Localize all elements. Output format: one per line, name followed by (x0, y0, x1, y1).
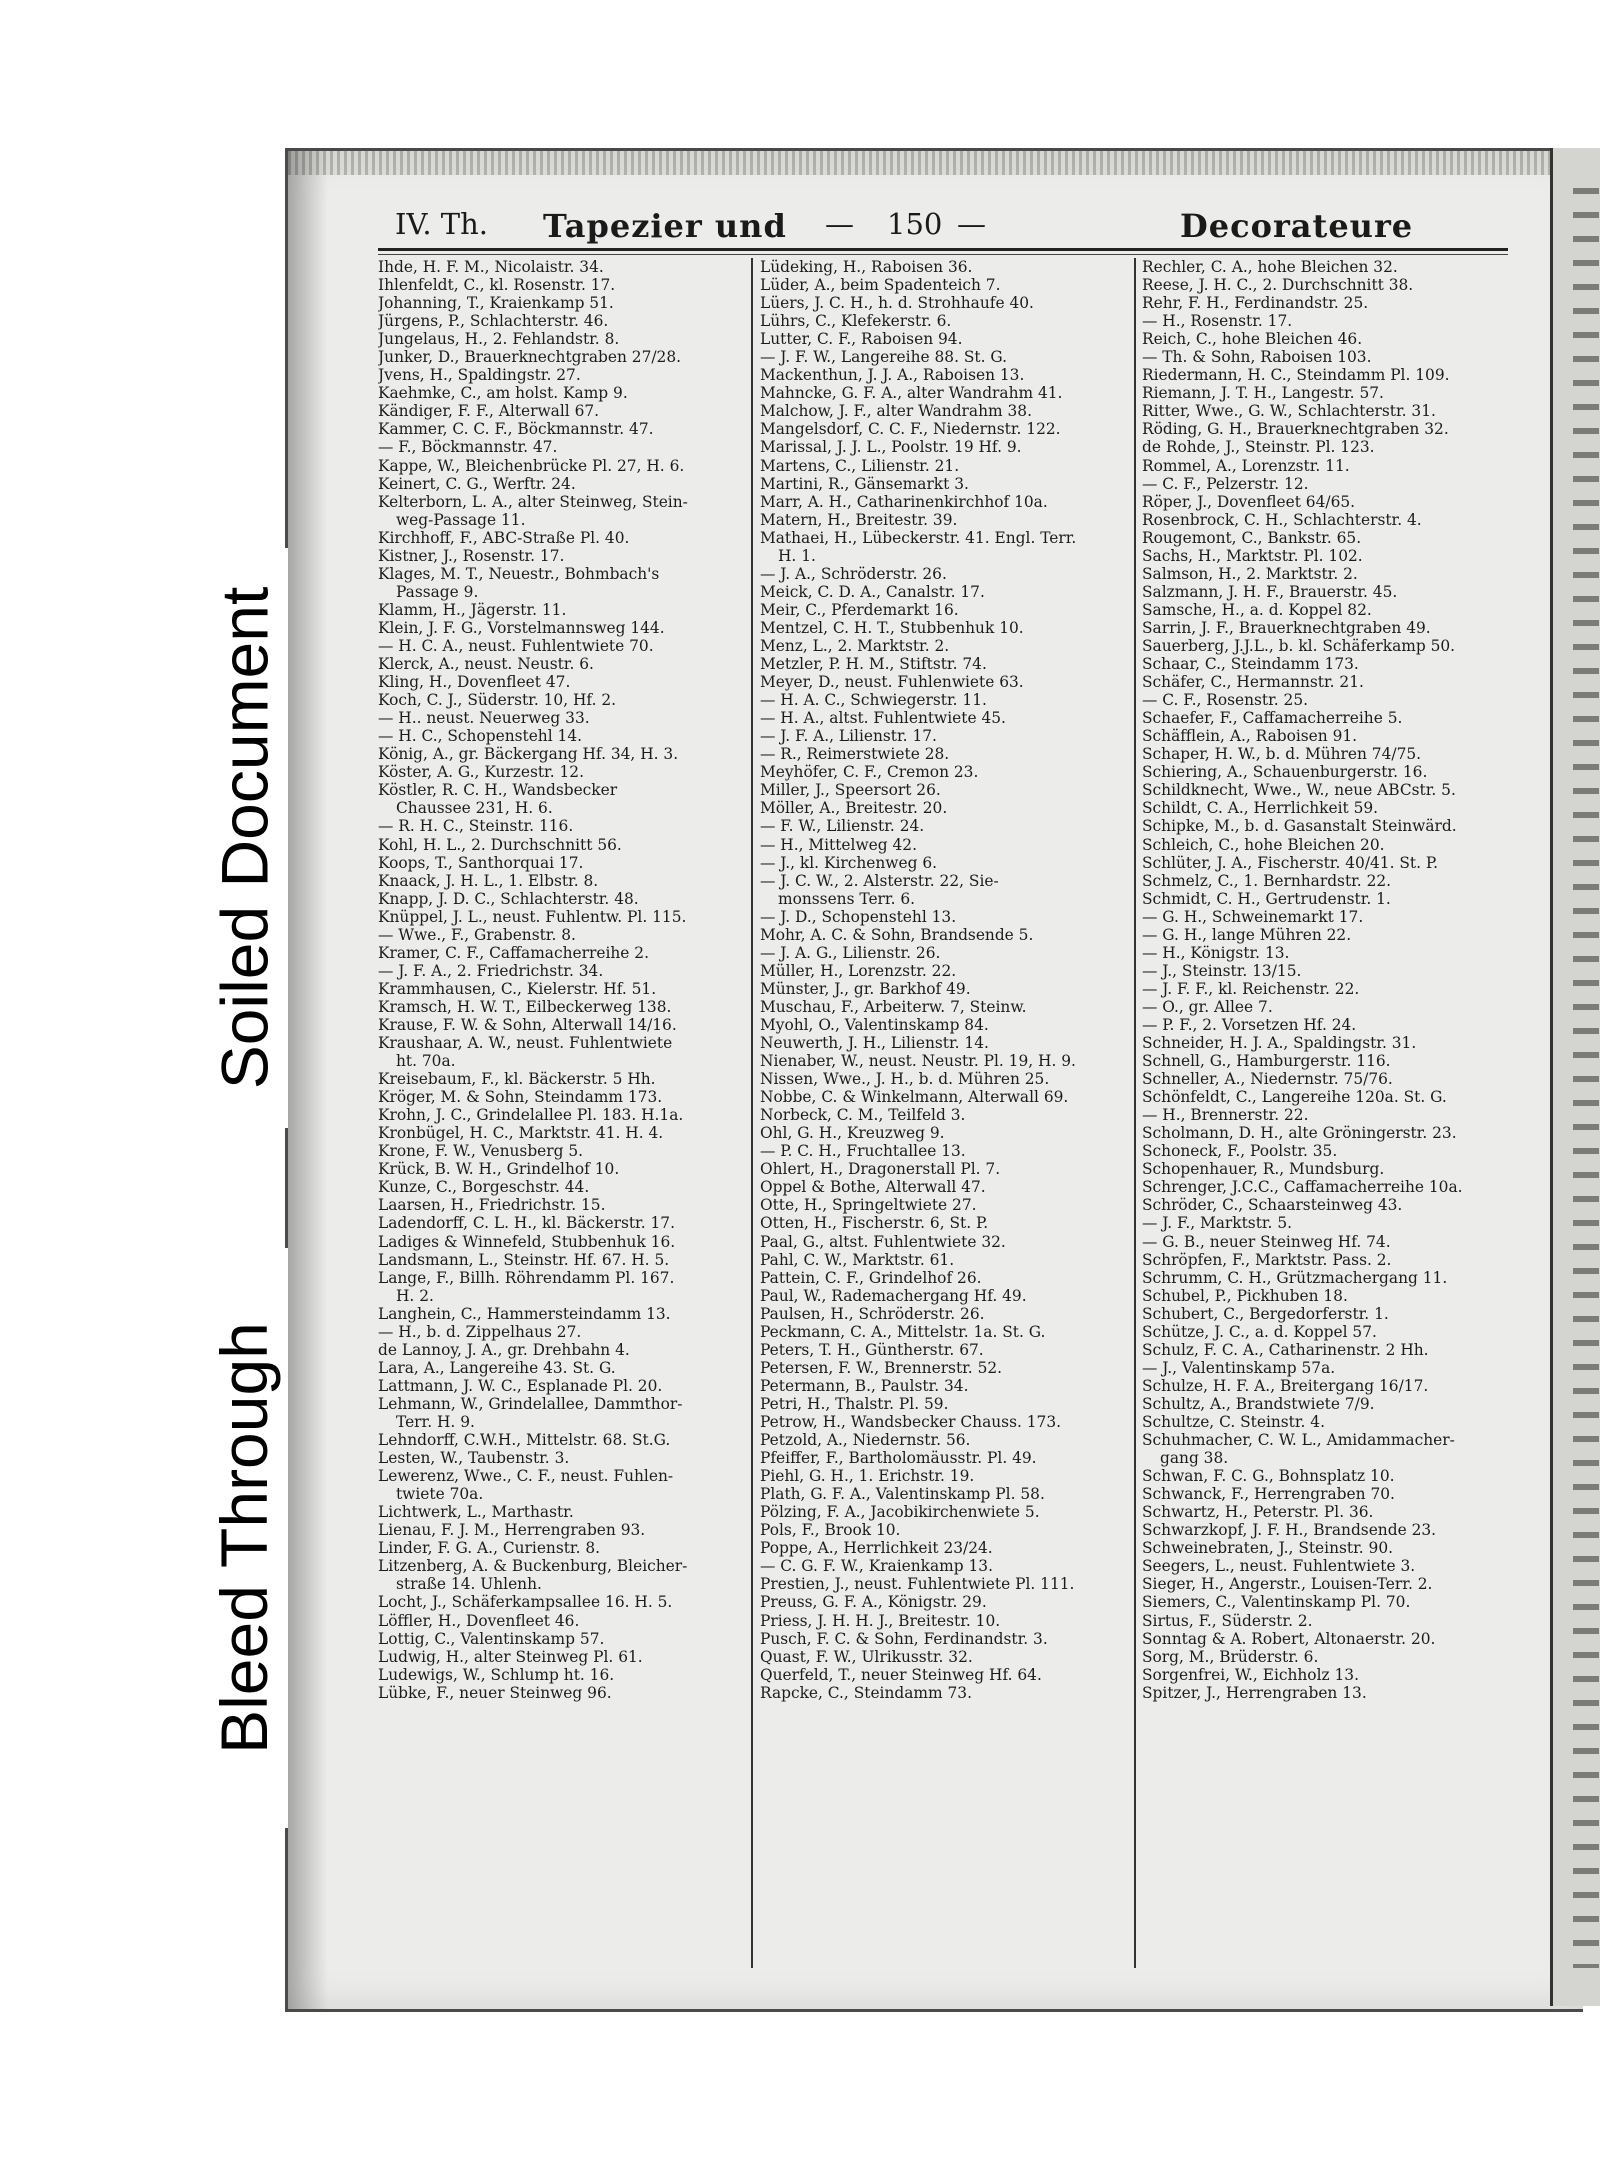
directory-entry: ht. 70a. (396, 1052, 456, 1071)
directory-entry: — P. F., 2. Vorsetzen Hf. 24. (1142, 1015, 1357, 1034)
header-dash: — (957, 207, 986, 241)
directory-entry: Chaussee 231, H. 6. (396, 799, 553, 818)
directory-entry: Lübke, F., neuer Steinweg 96. (378, 1683, 612, 1702)
directory-entry: — G. H., lange Mühren 22. (1142, 925, 1352, 944)
directory-entry: — J., Valentinskamp 57a. (1142, 1358, 1336, 1377)
directory-entry: Matern, H., Breitestr. 39. (760, 510, 958, 529)
directory-entry: Rosenbrock, C. H., Schlachterstr. 4. (1142, 510, 1422, 529)
directory-entry: Schneller, A., Niedernstr. 75/76. (1142, 1070, 1393, 1089)
directory-entry: Sorg, M., Brüderstr. 6. (1142, 1647, 1319, 1666)
directory-entry: — R., Reimerstwiete 28. (760, 745, 950, 764)
directory-entry: Sirtus, F., Süderstr. 2. (1142, 1611, 1313, 1630)
directory-entry: Köstler, R. C. H., Wandsbecker (378, 781, 618, 800)
directory-entry: Schulz, F. C. A., Catharinenstr. 2 Hh. (1142, 1340, 1429, 1359)
directory-entry: Kaehmke, C., am holst. Kamp 9. (378, 384, 628, 403)
directory-entry: Schmidt, C. H., Gertrudenstr. 1. (1142, 889, 1391, 908)
directory-entry: Meyer, D., neust. Fuhlenwiete 63. (760, 673, 1024, 692)
directory-entry: Pusch, F. C. & Sohn, Ferdinandstr. 3. (760, 1629, 1048, 1648)
directory-entry: Lottig, C., Valentinskamp 57. (378, 1629, 605, 1648)
directory-entry: Meyhöfer, C. F., Cremon 23. (760, 763, 979, 782)
directory-entry: Keinert, C. G., Werftr. 24. (378, 474, 576, 493)
directory-entry: Junker, D., Brauerknechtgraben 27/28. (378, 348, 682, 367)
directory-entry: Röper, J., Dovenfleet 64/65. (1142, 492, 1356, 511)
directory-entry: Schubert, C., Bergedorferstr. 1. (1142, 1304, 1389, 1323)
directory-entry: Nobbe, C. & Winkelmann, Alterwall 69. (760, 1088, 1069, 1107)
directory-entry: Sorgenfrei, W., Eichholz 13. (1142, 1665, 1359, 1684)
directory-entry: Müller, H., Lorenzstr. 22. (760, 961, 957, 980)
directory-entry: Pattein, C. F., Grindelhof 26. (760, 1268, 982, 1287)
directory-entry: Krohn, J. C., Grindelallee Pl. 183. H.1a. (378, 1106, 684, 1125)
directory-entry: Lüers, J. C. H., h. d. Strohhaufe 40. (760, 294, 1034, 313)
directory-entry: Landsmann, L., Steinstr. Hf. 67. H. 5. (378, 1250, 670, 1269)
directory-entry: Lange, F., Billh. Röhrendamm Pl. 167. (378, 1268, 675, 1287)
directory-column-3 (1142, 258, 1510, 1966)
directory-entry: Schaefer, F., Caffamacherreihe 5. (1142, 709, 1403, 728)
directory-entry: Terr. H. 9. (396, 1413, 475, 1431)
directory-entry: Sieger, H., Angerstr., Louisen-Terr. 2. (1142, 1575, 1433, 1594)
directory-entry: Lattmann, J. W. C., Esplanade Pl. 20. (378, 1376, 663, 1395)
directory-entry: — H., Rosenstr. 17. (1142, 312, 1293, 331)
directory-entry: Schleich, C., hohe Bleichen 20. (1142, 835, 1385, 854)
directory-entry: — P. C. H., Fruchtallee 13. (760, 1142, 966, 1161)
book-spine (1550, 148, 1600, 2006)
directory-entry: Pfeiffer, F., Bartholomäusstr. Pl. 49. (760, 1449, 1037, 1468)
part-label: IV. Th. (395, 207, 489, 241)
directory-entry: Mangelsdorf, C. C. F., Niedernstr. 122. (760, 420, 1061, 439)
directory-entry: — J. C. W., 2. Alsterstr. 22, Sie- (760, 871, 999, 890)
directory-entry: — C. F., Pelzerstr. 12. (1142, 474, 1309, 493)
directory-entry: — G. B., neuer Steinweg Hf. 74. (1142, 1232, 1391, 1251)
directory-entry: Rommel, A., Lorenzstr. 11. (1142, 456, 1350, 475)
directory-entry: — H. A., altst. Fuhlentwiete 45. (760, 709, 1006, 728)
directory-entry: Schnell, G., Hamburgerstr. 116. (1142, 1052, 1391, 1071)
directory-entry: Schäfflein, A., Raboisen 91. (1142, 727, 1358, 746)
directory-entry: Schultze, C. Steinstr. 4. (1142, 1413, 1325, 1431)
directory-entry: Litzenberg, A. & Buckenburg, Bleicher- (378, 1557, 688, 1576)
page-number: 150 (887, 207, 943, 241)
directory-entry: Lehndorff, C.W.H., Mittelstr. 68. St.G. (378, 1431, 671, 1450)
directory-entry: — Th. & Sohn, Raboisen 103. (1142, 348, 1372, 367)
directory-entry: Knaack, J. H. L., 1. Elbstr. 8. (378, 871, 599, 890)
directory-entry: Lührs, C., Klefekerstr. 6. (760, 312, 952, 331)
directory-entry: Salmson, H., 2. Marktstr. 2. (1142, 564, 1358, 583)
directory-entry: Schweinebraten, J., Steinstr. 90. (1142, 1539, 1394, 1558)
directory-entry: Martini, R., Gänsemarkt 3. (760, 474, 969, 493)
directory-entry: Lutter, C. F., Raboisen 94. (760, 330, 963, 349)
directory-entry: Myohl, O., Valentinskamp 84. (760, 1015, 989, 1034)
directory-entry: Kunze, C., Borgeschstr. 44. (378, 1178, 590, 1197)
directory-entry: Priess, J. H. H. J., Breitestr. 10. (760, 1611, 1001, 1630)
directory-entry: Miller, J., Speersort 26. (760, 781, 941, 800)
directory-entry: Linder, F. G. A., Curienstr. 8. (378, 1539, 601, 1558)
directory-entry: Schoneck, F., Poolstr. 35. (1142, 1142, 1338, 1161)
directory-entry: Lewerenz, Wwe., C. F., neust. Fuhlen- (378, 1467, 674, 1486)
header-dash: — (825, 207, 854, 241)
directory-entry: — J. A., Schröderstr. 26. (760, 564, 947, 583)
directory-entry: Möller, A., Breitestr. 20. (760, 799, 948, 818)
directory-entry: Mackenthun, J. J. A., Raboisen 13. (760, 366, 1025, 385)
directory-entry: gang 38. (1160, 1449, 1229, 1468)
directory-entry: Schütze, J. C., a. d. Koppel 57. (1142, 1322, 1377, 1341)
directory-entry: — H. C., Schopenstehl 14. (378, 727, 583, 746)
directory-entry: Pölzing, F. A., Jacobikirchenwiete 5. (760, 1503, 1040, 1522)
directory-entry: Johanning, T., Kraienkamp 51. (378, 294, 614, 313)
directory-entry: de Rohde, J., Steinstr. Pl. 123. (1142, 438, 1375, 457)
directory-entry: Siemers, C., Valentinskamp Pl. 70. (1142, 1593, 1411, 1612)
directory-entry: — J. A. G., Lilienstr. 26. (760, 943, 941, 962)
directory-entry: Petersen, F. W., Brennerstr. 52. (760, 1358, 1003, 1377)
directory-entry: Peters, T. H., Güntherstr. 67. (760, 1340, 984, 1359)
directory-entry: Menz, L., 2. Marktstr. 2. (760, 636, 950, 655)
directory-entry: Preuss, G. F. A., Königstr. 29. (760, 1593, 987, 1612)
directory-entry: — F. W., Lilienstr. 24. (760, 817, 925, 836)
directory-entry: — H., b. d. Zippelhaus 27. (378, 1322, 582, 1341)
directory-entry: Schaper, H. W., b. d. Mühren 74/75. (1142, 745, 1422, 764)
directory-entry: Ritter, Wwe., G. W., Schlachterstr. 31. (1142, 402, 1436, 421)
directory-entry: Knüppel, J. L., neust. Fuhlentw. Pl. 115. (378, 907, 687, 926)
directory-entry: Lara, A., Langereihe 43. St. G. (378, 1358, 616, 1377)
directory-entry: Kramsch, H. W. T., Eilbeckerweg 138. (378, 997, 672, 1016)
directory-entry: weg-Passage 11. (396, 510, 526, 529)
column-divider (1134, 258, 1136, 1968)
directory-entry: Schultz, A., Brandstwiete 7/9. (1142, 1394, 1375, 1413)
directory-entry: Kreisebaum, F., kl. Bäckerstr. 5 Hh. (378, 1070, 656, 1089)
directory-entry: Sonntag & A. Robert, Altonaerstr. 20. (1142, 1629, 1436, 1648)
soiled-document-label: Soiled Document (200, 548, 288, 1128)
directory-entry: Samsche, H., a. d. Koppel 82. (1142, 600, 1372, 619)
directory-entry: Nienaber, W., neust. Neustr. Pl. 19, H. 9. (760, 1052, 1076, 1071)
header-rule-thin (378, 254, 1508, 255)
directory-entry: Münster, J., gr. Barkhof 49. (760, 979, 971, 998)
directory-entry: — O., gr. Allee 7. (1142, 997, 1273, 1016)
bleed-through-label: Bleed Through (200, 1248, 288, 1828)
directory-entry: Schwanck, F., Herrengraben 70. (1142, 1485, 1395, 1504)
directory-entry: Sachs, H., Marktstr. Pl. 102. (1142, 546, 1363, 565)
directory-entry: — C. G. F. W., Kraienkamp 13. (760, 1557, 993, 1576)
directory-entry: Prestien, J., neust. Fuhlentwiete Pl. 111. (760, 1575, 1075, 1594)
directory-entry: — C. F., Rosenstr. 25. (1142, 691, 1309, 710)
directory-entry: Poppe, A., Herrlichkeit 23/24. (760, 1539, 993, 1558)
directory-entry: Schwarzkopf, J. F. H., Brandsende 23. (1142, 1521, 1437, 1540)
directory-entry: Löffler, H., Dovenfleet 46. (378, 1611, 580, 1630)
directory-entry: Schipke, M., b. d. Gasanstalt Steinwärd. (1142, 817, 1457, 836)
directory-entry: Schrenger, J.C.C., Caffamacherreihe 10a. (1142, 1178, 1463, 1197)
page-gutter-shadow (288, 151, 328, 2009)
directory-entry: twiete 70a. (396, 1485, 484, 1504)
directory-entry: Klein, J. F. G., Vorstelmannsweg 144. (378, 618, 665, 637)
directory-entry: Ihlenfeldt, C., kl. Rosenstr. 17. (378, 276, 616, 295)
directory-entry: Köster, A. G., Kurzestr. 12. (378, 763, 584, 782)
directory-entry: Knapp, J. D. C., Schlachterstr. 48. (378, 889, 639, 908)
directory-entry: Schildt, C. A., Herrlichkeit 59. (1142, 799, 1379, 818)
directory-entry: Schwartz, H., Peterstr. Pl. 36. (1142, 1503, 1374, 1522)
directory-entry: — G. H., Schweinemarkt 17. (1142, 907, 1364, 926)
directory-entry: — H. A. C., Schwiegerstr. 11. (760, 691, 987, 710)
directory-entry: Paal, G., altst. Fuhlentwiete 32. (760, 1232, 1006, 1251)
directory-entry: Ludwig, H., alter Steinweg Pl. 61. (378, 1647, 643, 1666)
directory-entry: Petermann, B., Paulstr. 34. (760, 1376, 969, 1395)
directory-entry: Jungelaus, H., 2. Fehlandstr. 8. (378, 330, 620, 349)
directory-entry: Kling, H., Dovenfleet 47. (378, 673, 571, 692)
header-left-title: Tapezier und (543, 207, 787, 245)
directory-entry: — H., Brennerstr. 22. (1142, 1106, 1309, 1125)
directory-entry: — J. F., Marktstr. 5. (1142, 1214, 1293, 1233)
column-divider (751, 258, 753, 1968)
directory-entry: H. 1. (778, 546, 816, 565)
directory-entry: — Wwe., F., Grabenstr. 8. (378, 925, 576, 944)
directory-entry: Norbeck, C. M., Teilfeld 3. (760, 1106, 966, 1125)
directory-entry: Marr, A. H., Catharinenkirchhof 10a. (760, 492, 1048, 511)
directory-entry: Passage 9. (396, 582, 479, 601)
directory-entry: Paul, W., Rademachergang Hf. 49. (760, 1286, 1027, 1305)
directory-entry: Krammhausen, C., Kielerstr. Hf. 51. (378, 979, 657, 998)
directory-entry: Petrow, H., Wandsbecker Chauss. 173. (760, 1413, 1062, 1431)
directory-entry: — J., kl. Kirchenweg 6. (760, 853, 938, 872)
directory-entry: Sauerberg, J.J.L., b. kl. Schäferkamp 50. (1142, 636, 1456, 655)
directory-entry: Meir, C., Pferdemarkt 16. (760, 600, 959, 619)
directory-column-2 (760, 258, 1132, 1966)
directory-entry: Kändiger, F. F., Alterwall 67. (378, 402, 600, 421)
directory-entry: Riedermann, H. C., Steindamm Pl. 109. (1142, 366, 1450, 385)
directory-entry: Reich, C., hohe Bleichen 46. (1142, 330, 1363, 349)
directory-entry: Schwan, F. C. G., Bohnsplatz 10. (1142, 1467, 1395, 1486)
directory-entry: Ohl, G. H., Kreuzweg 9. (760, 1124, 945, 1143)
directory-entry: Schubel, P., Pickhuben 18. (1142, 1286, 1348, 1305)
directory-entry: Marissal, J. J. L., Poolstr. 19 Hf. 9. (760, 438, 1022, 457)
directory-entry: Kohl, H. L., 2. Durchschnitt 56. (378, 835, 622, 854)
directory-entry: Schulze, H. F. A., Breitergang 16/17. (1142, 1376, 1429, 1395)
directory-entry: Mentzel, C. H. T., Stubbenhuk 10. (760, 618, 1024, 637)
directory-entry: Kistner, J., Rosenstr. 17. (378, 546, 565, 565)
directory-entry: Ladiges & Winnefeld, Stubbenhuk 16. (378, 1232, 676, 1251)
directory-entry: Lüdeking, H., Raboisen 36. (760, 258, 973, 276)
directory-entry: — H., Mittelweg 42. (760, 835, 917, 854)
directory-entry: Metzler, P. H. M., Stiftstr. 74. (760, 655, 987, 674)
page-header (395, 205, 1510, 247)
directory-entry: Spitzer, J., Herrengraben 13. (1142, 1683, 1367, 1702)
directory-entry: — H. C. A., neust. Fuhlentwiete 70. (378, 636, 654, 655)
directory-entry: Kelterborn, L. A., alter Steinweg, Stein- (378, 492, 688, 511)
directory-entry: Schrumm, C. H., Grützmachergang 11. (1142, 1268, 1448, 1287)
directory-entry: Nissen, Wwe., J. H., b. d. Mühren 25. (760, 1070, 1050, 1089)
directory-entry: Koops, T., Santhorquai 17. (378, 853, 584, 872)
directory-entry: Ludewigs, W., Schlump ht. 16. (378, 1665, 615, 1684)
directory-entry: Schiering, A., Schauenburgerstr. 16. (1142, 763, 1428, 782)
directory-entry: Rapcke, C., Steindamm 73. (760, 1683, 972, 1702)
directory-entry: Kronbügel, H. C., Marktstr. 41. H. 4. (378, 1124, 664, 1143)
directory-entry: Koch, C. J., Süderstr. 10, Hf. 2. (378, 691, 617, 710)
directory-entry: Neuwerth, J. H., Lilienstr. 14. (760, 1034, 989, 1053)
directory-entry: Rehr, F. H., Ferdinandstr. 25. (1142, 294, 1369, 313)
directory-entry: Schaar, C., Steindamm 173. (1142, 655, 1359, 674)
directory-entry: Quast, F. W., Ulrikusstr. 32. (760, 1647, 973, 1666)
directory-entry: Pols, F., Brook 10. (760, 1521, 901, 1540)
directory-entry: Querfeld, T., neuer Steinweg Hf. 64. (760, 1665, 1042, 1684)
directory-entry: Schröder, C., Schaarsteinweg 43. (1142, 1196, 1403, 1215)
directory-entry: Scholmann, D. H., alte Gröningerstr. 23. (1142, 1124, 1457, 1143)
directory-entry: Otte, H., Springeltwiete 27. (760, 1196, 977, 1215)
directory-entry: — J. F. W., Langereihe 88. St. G. (760, 348, 1007, 367)
directory-entry: Lehmann, W., Grindelallee, Dammthor- (378, 1394, 683, 1413)
directory-entry: Muschau, F., Arbeiterw. 7, Steinw. (760, 997, 1027, 1016)
directory-entry: Mohr, A. C. & Sohn, Brandsende 5. (760, 925, 1034, 944)
directory-entry: Salzmann, J. H. F., Brauerstr. 45. (1142, 582, 1398, 601)
directory-entry: Krück, B. W. H., Grindelhof 10. (378, 1160, 620, 1179)
directory-entry: Riemann, J. T. H., Langestr. 57. (1142, 384, 1384, 403)
directory-entry: Mathaei, H., Lübeckerstr. 41. Engl. Terr. (760, 528, 1077, 547)
directory-entry: — R. H. C., Steinstr. 116. (378, 817, 574, 836)
directory-entry: Plath, G. F. A., Valentinskamp Pl. 58. (760, 1485, 1045, 1504)
directory-entry: Klerck, A., neust. Neustr. 6. (378, 655, 594, 674)
directory-entry: — J. F. F., kl. Reichenstr. 22. (1142, 979, 1360, 998)
directory-entry: Kirchhoff, F., ABC-Straße Pl. 40. (378, 528, 630, 547)
directory-entry: Seegers, L., neust. Fuhlentwiete 3. (1142, 1557, 1416, 1576)
directory-entry: H. 2. (396, 1286, 434, 1305)
directory-entry: — J. F. A., 2. Friedrichstr. 34. (378, 961, 604, 980)
directory-entry: Kraushaar, A. W., neust. Fuhlentwiete (378, 1034, 673, 1053)
directory-entry: Piehl, G. H., 1. Erichstr. 19. (760, 1467, 975, 1486)
directory-entry: Schildknecht, Wwe., W., neue ABCstr. 5. (1142, 781, 1456, 800)
directory-entry: de Lannoy, J. A., gr. Drehbahn 4. (378, 1340, 630, 1359)
directory-entry: Schlüter, J. A., Fischerstr. 40/41. St. P. (1142, 853, 1439, 872)
directory-entry: Krone, F. W., Venusberg 5. (378, 1142, 584, 1161)
directory-entry: Jürgens, P., Schlachterstr. 46. (378, 312, 609, 331)
directory-entry: Rougemont, C., Bankstr. 65. (1142, 528, 1362, 547)
directory-entry: Schäfer, C., Hermannstr. 21. (1142, 673, 1364, 692)
directory-entry: — H.. neust. Neuerweg 33. (378, 709, 590, 728)
directory-entry: Langhein, C., Hammersteindamm 13. (378, 1304, 671, 1323)
spine-edge-marks (1573, 188, 1599, 1968)
directory-entry: Ohlert, H., Dragonerstall Pl. 7. (760, 1160, 1001, 1179)
directory-entry: — J. F. A., Lilienstr. 17. (760, 727, 937, 746)
directory-entry: Martens, C., Lilienstr. 21. (760, 456, 960, 475)
directory-entry: — F., Böckmannstr. 47. (378, 438, 558, 457)
directory-entry: Lesten, W., Taubenstr. 3. (378, 1449, 570, 1468)
directory-entry: straße 14. Uhlenh. (396, 1575, 542, 1594)
directory-entry: Kappe, W., Bleichenbrücke Pl. 27, H. 6. (378, 456, 685, 475)
header-right-title: Decorateure (1180, 207, 1414, 245)
directory-entry: Lienau, F. J. M., Herrengraben 93. (378, 1521, 646, 1540)
directory-entry: Meick, C. D. A., Canalstr. 17. (760, 582, 985, 601)
directory-entry: Otten, H., Fischerstr. 6, St. P. (760, 1214, 989, 1233)
directory-entry: Malchow, J. F., alter Wandrahm 38. (760, 402, 1032, 421)
directory-entry: Peckmann, C. A., Mittelstr. 1a. St. G. (760, 1322, 1046, 1341)
directory-entry: Kramer, C. F., Caffamacherreihe 2. (378, 943, 649, 962)
directory-entry: Kammer, C. C. F., Böckmannstr. 47. (378, 420, 654, 439)
directory-entry: Oppel & Bothe, Alterwall 47. (760, 1178, 986, 1197)
directory-entry: Lüder, A., beim Spadenteich 7. (760, 276, 1001, 295)
directory-entry: Lichtwerk, L., Marthastr. (378, 1503, 574, 1522)
directory-entry: Ladendorff, C. L. H., kl. Bäckerstr. 17. (378, 1214, 675, 1233)
directory-entry: — J., Steinstr. 13/15. (1142, 961, 1302, 980)
directory-entry: Klages, M. T., Neuestr., Bohmbach's (378, 564, 660, 583)
header-rule (378, 248, 1508, 251)
directory-entry: Ihde, H. F. M., Nicolaistr. 34. (378, 258, 604, 276)
directory-entry: Pahl, C. W., Marktstr. 61. (760, 1250, 955, 1269)
directory-entry: Petzold, A., Niedernstr. 56. (760, 1431, 971, 1450)
directory-entry: Mahncke, G. F. A., alter Wandrahm 41. (760, 384, 1063, 403)
directory-entry: Paulsen, H., Schröderstr. 26. (760, 1304, 985, 1323)
directory-entry: König, A., gr. Bäckergang Hf. 34, H. 3. (378, 745, 679, 764)
directory-entry: Kröger, M. & Sohn, Steindamm 173. (378, 1088, 663, 1107)
directory-entry: monssens Terr. 6. (778, 889, 916, 908)
directory-entry: Reese, J. H. C., 2. Durchschnitt 38. (1142, 276, 1414, 295)
directory-entry: Schönfeldt, C., Langereihe 120a. St. G. (1142, 1088, 1447, 1107)
directory-entry: Klamm, H., Jägerstr. 11. (378, 600, 567, 619)
directory-entry: Jvens, H., Spaldingstr. 27. (378, 366, 581, 385)
directory-entry: Rechler, C. A., hohe Bleichen 32. (1142, 258, 1398, 276)
directory-entry: — H., Königstr. 13. (1142, 943, 1290, 962)
directory-entry: Schneider, H. J. A., Spaldingstr. 31. (1142, 1034, 1417, 1053)
directory-entry: Schmelz, C., 1. Bernhardstr. 22. (1142, 871, 1392, 890)
directory-column-1 (378, 258, 744, 1966)
directory-entry: Schuhmacher, C. W. L., Amidammacher- (1142, 1431, 1455, 1450)
directory-entry: Locht, J., Schäferkampsallee 16. H. 5. (378, 1593, 673, 1612)
directory-entry: Röding, G. H., Brauerknechtgraben 32. (1142, 420, 1449, 439)
directory-entry: Petri, H., Thalstr. Pl. 59. (760, 1394, 949, 1413)
directory-entry: Laarsen, H., Friedrichstr. 15. (378, 1196, 606, 1215)
directory-entry: Krause, F. W. & Sohn, Alterwall 14/16. (378, 1015, 677, 1034)
directory-entry: Schröpfen, F., Marktstr. Pass. 2. (1142, 1250, 1392, 1269)
directory-entry: Sarrin, J. F., Brauerknechtgraben 49. (1142, 618, 1431, 637)
directory-entry: Schopenhauer, R., Mundsburg. (1142, 1160, 1385, 1179)
directory-entry: — J. D., Schopenstehl 13. (760, 907, 957, 926)
